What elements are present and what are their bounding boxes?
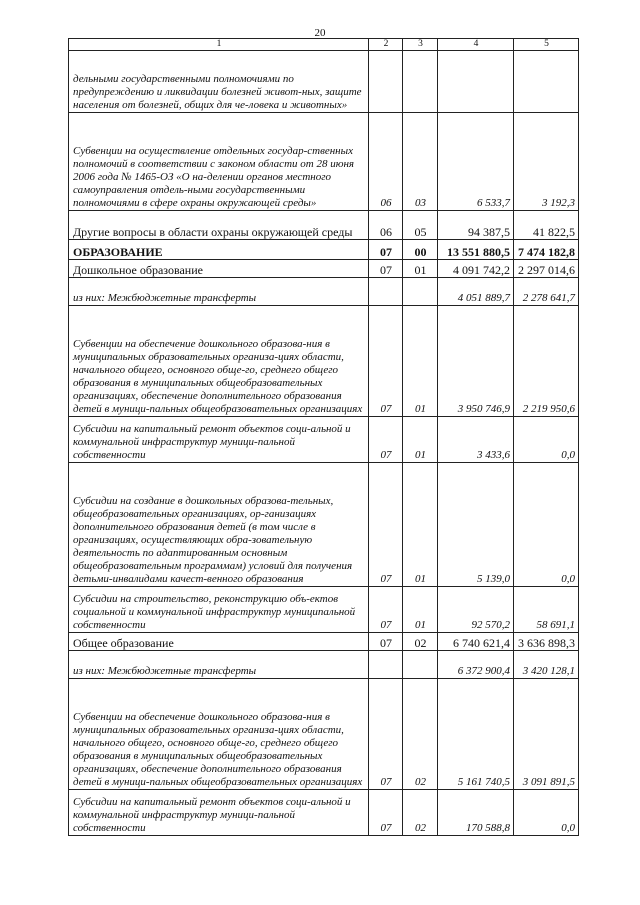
amount-plan: 170 588,8 bbox=[438, 790, 514, 836]
row-label: Субсидии на создание в дошкольных образова-тельных, общеобразовательных организациях, ор-ганизациях дополнительного образования детей (в том числе в организациях, осуществляющих обра-зовательную деятельность по адаптированным основным общеобразовательным программам) условий для получения детьми-инвалидами качест-венного образования bbox=[69, 463, 369, 587]
subsection-code: 02 bbox=[403, 633, 438, 651]
section-code: 07 bbox=[369, 463, 403, 587]
amount-actual: 2 297 014,6 bbox=[514, 260, 579, 278]
subsection-code: 00 bbox=[403, 240, 438, 260]
table-row bbox=[69, 211, 579, 240]
amount-actual: 3 420 128,1 bbox=[514, 651, 579, 679]
amount-actual bbox=[514, 51, 579, 113]
amount-actual: 3 636 898,3 bbox=[514, 633, 579, 651]
row-label: Другие вопросы в области охраны окружающей среды bbox=[69, 211, 369, 240]
table-row bbox=[69, 113, 579, 211]
amount-actual: 41 822,5 bbox=[514, 211, 579, 240]
subsection-code: 01 bbox=[403, 463, 438, 587]
header-col-5: 5 bbox=[514, 39, 579, 51]
table-row bbox=[69, 240, 579, 260]
row-label: Субвенции на обеспечение дошкольного образова-ния в муниципальных образовательных организа-циях области, начального общего, основного обще-го, среднего общего образования в муниципальных общеобразовательных организациях, обеспечение дополнительного образования детей в муници-пальных общеобразовательных организациях bbox=[69, 306, 369, 417]
subsection-code: 02 bbox=[403, 790, 438, 836]
amount-plan: 5 139,0 bbox=[438, 463, 514, 587]
row-label: Субвенции на осуществление отдельных государ-ственных полномочий в соответствии с законом области от 28 июня 2006 года № 1465-ОЗ «О на-делении органов местного самоуправления отдель-ными государственными полномочиями в сфере охраны окружающей среды» bbox=[69, 113, 369, 211]
amount-actual: 2 219 950,6 bbox=[514, 306, 579, 417]
subsection-code bbox=[403, 278, 438, 306]
header-col-2: 2 bbox=[369, 39, 403, 51]
subsection-code: 03 bbox=[403, 113, 438, 211]
row-label: Общее образование bbox=[69, 633, 369, 651]
section-code: 07 bbox=[369, 306, 403, 417]
section-code: 07 bbox=[369, 790, 403, 836]
section-code bbox=[369, 278, 403, 306]
amount-actual: 0,0 bbox=[514, 417, 579, 463]
header-col-1: 1 bbox=[69, 39, 369, 51]
amount-plan bbox=[438, 51, 514, 113]
row-label: из них: Межбюджетные трансферты bbox=[69, 651, 369, 679]
table-row bbox=[69, 790, 579, 836]
header-col-3: 3 bbox=[403, 39, 438, 51]
section-code: 07 bbox=[369, 417, 403, 463]
amount-plan: 3 950 746,9 bbox=[438, 306, 514, 417]
amount-actual: 7 474 182,8 bbox=[514, 240, 579, 260]
subsection-code bbox=[403, 651, 438, 679]
amount-plan: 6 533,7 bbox=[438, 113, 514, 211]
subsection-code: 01 bbox=[403, 587, 438, 633]
amount-actual: 3 192,3 bbox=[514, 113, 579, 211]
section-code: 07 bbox=[369, 260, 403, 278]
amount-plan: 94 387,5 bbox=[438, 211, 514, 240]
amount-plan: 13 551 880,5 bbox=[438, 240, 514, 260]
row-label: Субсидии на строительство, реконструкцию объ-ектов социальной и коммунальной инфраструктур муниципальной собственности bbox=[69, 587, 369, 633]
table-row bbox=[69, 417, 579, 463]
amount-plan: 92 570,2 bbox=[438, 587, 514, 633]
subsection-code: 01 bbox=[403, 306, 438, 417]
header-row bbox=[69, 39, 579, 51]
table-row bbox=[69, 260, 579, 278]
amount-plan: 4 091 742,2 bbox=[438, 260, 514, 278]
subsection-code: 02 bbox=[403, 679, 438, 790]
section-code bbox=[369, 51, 403, 113]
subsection-code: 05 bbox=[403, 211, 438, 240]
section-code: 07 bbox=[369, 587, 403, 633]
table-row bbox=[69, 306, 579, 417]
section-code bbox=[369, 651, 403, 679]
budget-table bbox=[68, 38, 579, 836]
row-label: ОБРАЗОВАНИЕ bbox=[69, 240, 369, 260]
amount-actual: 0,0 bbox=[514, 463, 579, 587]
row-label: из них: Межбюджетные трансферты bbox=[69, 278, 369, 306]
table-row bbox=[69, 679, 579, 790]
amount-actual: 0,0 bbox=[514, 790, 579, 836]
row-label: Субвенции на обеспечение дошкольного образова-ния в муниципальных образовательных организа-циях области, начального общего, основного обще-го, среднего общего образования в муниципальных общеобразовательных организациях, обеспечение дополнительного образования детей в муници-пальных общеобразовательных организациях bbox=[69, 679, 369, 790]
table-row bbox=[69, 633, 579, 651]
table-row bbox=[69, 651, 579, 679]
amount-plan: 4 051 889,7 bbox=[438, 278, 514, 306]
amount-plan: 6 740 621,4 bbox=[438, 633, 514, 651]
amount-actual: 2 278 641,7 bbox=[514, 278, 579, 306]
header-col-4: 4 bbox=[438, 39, 514, 51]
subsection-code: 01 bbox=[403, 417, 438, 463]
row-label: Субсидии на капитальный ремонт объектов соци-альной и коммунальной инфраструктур муници-пальной собственности bbox=[69, 790, 369, 836]
subsection-code bbox=[403, 51, 438, 113]
section-code: 06 bbox=[369, 113, 403, 211]
amount-plan: 3 433,6 bbox=[438, 417, 514, 463]
table-row bbox=[69, 463, 579, 587]
table-row bbox=[69, 278, 579, 306]
page-number: 20 bbox=[314, 27, 326, 39]
section-code: 07 bbox=[369, 240, 403, 260]
subsection-code: 01 bbox=[403, 260, 438, 278]
row-label: дельными государственными полномочиями по предупреждению и ликвидации болезней живот-ных, защите населения от болезней, общих для че-ловека и животных» bbox=[69, 51, 369, 113]
amount-actual: 58 691,1 bbox=[514, 587, 579, 633]
row-label: Субсидии на капитальный ремонт объектов соци-альной и коммунальной инфраструктур муници-пальной собственности bbox=[69, 417, 369, 463]
section-code: 06 bbox=[369, 211, 403, 240]
table-row bbox=[69, 51, 579, 113]
section-code: 07 bbox=[369, 679, 403, 790]
amount-plan: 5 161 740,5 bbox=[438, 679, 514, 790]
amount-actual: 3 091 891,5 bbox=[514, 679, 579, 790]
section-code: 07 bbox=[369, 633, 403, 651]
table-row bbox=[69, 587, 579, 633]
row-label: Дошкольное образование bbox=[69, 260, 369, 278]
amount-plan: 6 372 900,4 bbox=[438, 651, 514, 679]
